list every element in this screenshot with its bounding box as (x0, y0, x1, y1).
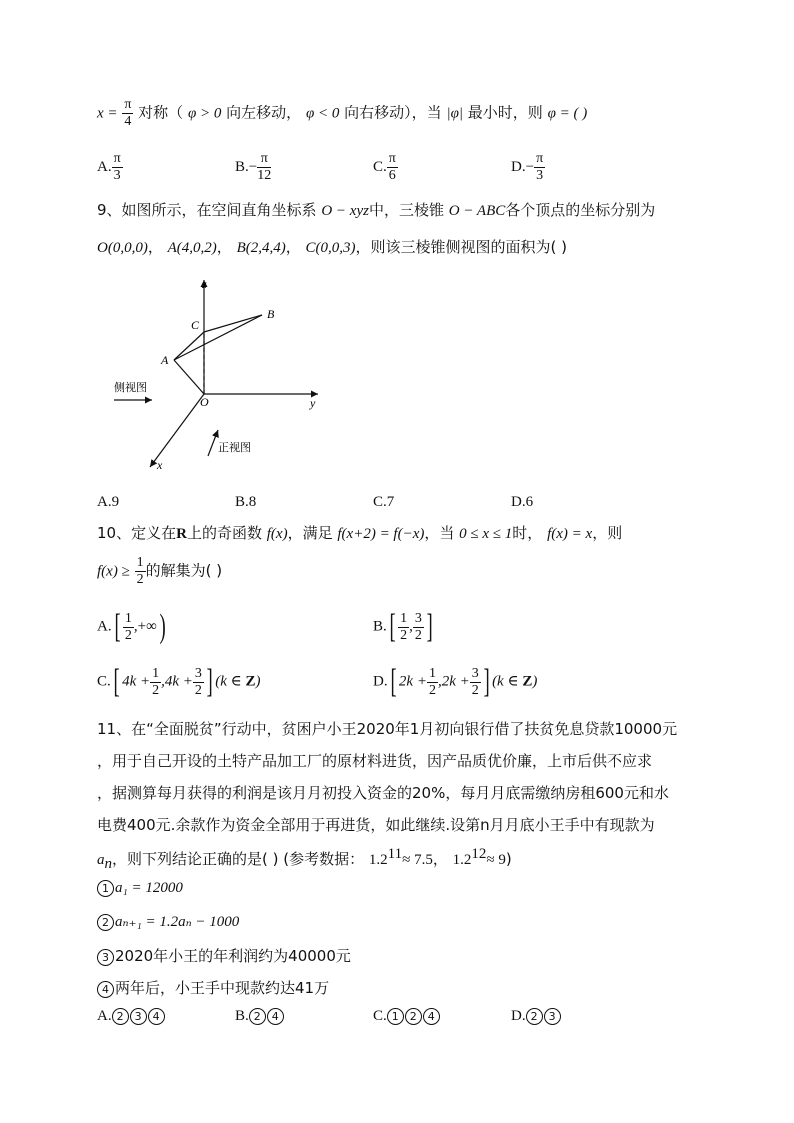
q11-stem-line1: 11、在“全面脱贫”行动中，贫困户小王2020年1月初向银行借了扶贫免息贷款10000元 (97, 720, 678, 738)
side-view-label: 侧视图 (114, 381, 147, 394)
q11-option-a: A. 2 3 4 (97, 1008, 166, 1025)
front-view-arrow (208, 430, 218, 456)
q10-option-b: B.[ $\frac{1}{2}$ , $\frac{3}{2}$ ] (373, 608, 433, 645)
q9-option-d: D.6 (511, 494, 534, 510)
q10-option-a: A.[ $\frac{1}{2}$ ,+∞) (97, 608, 166, 645)
q8-option-d: D.− $\frac{\pi}{3}$ (511, 151, 544, 183)
q9-stem-line2: O(0,0,0)， A(4,0,2)， B(2,4,4)， C(0,0,3)，则该三棱锥侧视图的面积为( ) (97, 238, 568, 256)
q9-option-c: C.7 (373, 494, 395, 510)
q8-option-c: C. $\frac{\pi}{6}$ (373, 151, 396, 183)
edge-ac (174, 332, 204, 360)
label-z: z (202, 277, 207, 291)
front-view-label: 正视图 (218, 441, 251, 454)
q9-pyramid-figure (110, 270, 340, 475)
q11-statement-3: 3 2020年小王的年利润约为40000元 (97, 945, 351, 966)
q11-statement-2: 2 aₙ₊₁ = 1.2aₙ − 1000 (97, 912, 239, 931)
q11-statement-4: 4 两年后，小王手中现款约达41万 (97, 977, 329, 998)
q11-option-b: B. 2 4 (235, 1008, 285, 1025)
q11-stem-line4: 电费400元.余款作为资金全部用于再进货，如此继续.设第n月月底小王手中有现款为 (97, 816, 655, 834)
q8-condition-line: x = $\frac{\pi}{4}$ 对称（ φ > 0 向左移动， φ < 0 向右移动），当 |φ| 最小时，则 φ = ( ) (97, 97, 588, 129)
q11-option-d: D. 2 3 (511, 1008, 562, 1025)
q10-option-c: C.[ 4k + $\frac{1}{2}$ ,4k + $\frac{3}{2}$ ] (k ∈ Z) (97, 663, 261, 700)
label-b: B (267, 307, 275, 321)
q10-stem-line2: f(x) ≥ $\frac{1}{2}$ 的解集为( ) (97, 555, 223, 587)
edge-oa (174, 360, 204, 394)
q10-stem-line1: 10、定义在R上的奇函数 f(x)，满足 f(x+2) = f(−x)，当 0 ≤ x ≤ 1时， f(x) = x，则 (97, 524, 623, 542)
q11-option-c: C. 1 2 4 (373, 1008, 441, 1025)
q9-option-a: A.9 (97, 494, 120, 510)
q11-stem-line3: ，据测算每月获得的利润是该月月初投入资金的20%，每月月底需缴纳房租600元和水 (97, 784, 669, 802)
label-x: x (157, 458, 163, 472)
label-c: C (191, 318, 200, 332)
x-axis (150, 394, 204, 467)
q9-option-b: B.8 (235, 494, 257, 510)
label-y: y (310, 396, 316, 410)
q9-stem-line1: 9、如图所示，在空间直角坐标系 O − xyz中，三棱锥 O − ABC各个顶点的坐标分别为 (97, 201, 656, 219)
q8-option-a: A. $\frac{\pi}{3}$ (97, 151, 121, 183)
q8-fraction: $\frac{\pi}{4}$ (124, 97, 132, 129)
q8-option-b: B.− $\frac{\pi}{12}$ (235, 151, 272, 183)
q11-stem-line5: $a_n$，则下列结论正确的是( ) (参考数据： $1.2^{11}\approx 7.5$， $1.2^{12}\approx 9$) (97, 846, 512, 872)
q8-lhs: x = (97, 105, 118, 122)
label-o: O (200, 395, 209, 409)
edge-ab (174, 315, 262, 360)
q11-stem-line2: ，用于自己开设的土特产品加工厂的原材料进货，因产品质优价廉，上市后供不应求 (97, 752, 653, 770)
q11-statement-1: 1 a₁ = 12000 (97, 878, 183, 897)
label-a: A (161, 353, 169, 367)
q10-option-d: D.[ 2k + $\frac{1}{2}$ ,2k + $\frac{3}{2}$ ] (k ∈ Z) (373, 663, 538, 700)
